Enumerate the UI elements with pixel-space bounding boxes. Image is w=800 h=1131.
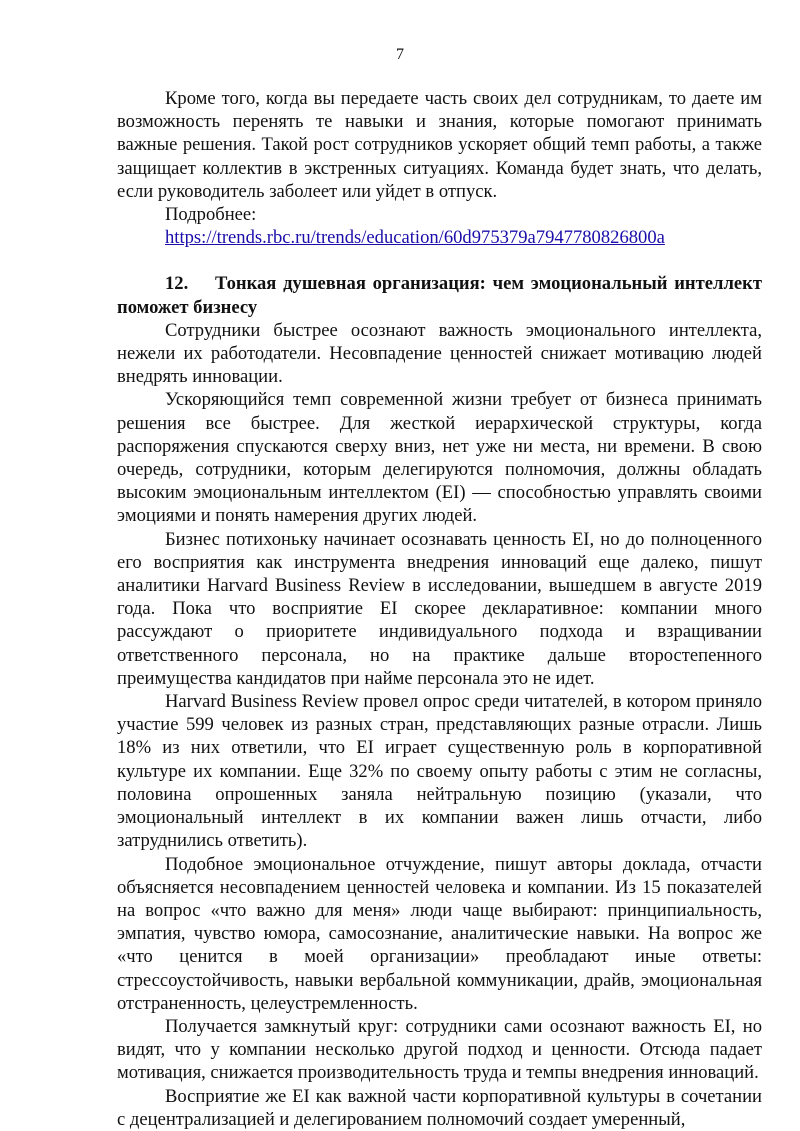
paragraph: Harvard Business Review провел опрос среди читателей, в котором приняло участие 599 человек из разных стран, представляющих разные отрасли. Лишь 18% из них ответили, что EI играет существенную роль в корпоративной культуре их компании. Еще 32% по своему опыту работы с этим не согласны, половина опрошенных заняла нейтральную позицию (указали, что эмоциональный интеллект в их компании важен лишь отчасти, либо затруднились ответить). [117,691,762,852]
more-link-row [117,226,762,249]
paragraph: Восприятие же EI как важной части корпоративной культуры в сочетании с децентрализацией и делегированием полномочий создает умеренный, [117,1085,762,1130]
section-heading [117,272,762,318]
paragraph: Сотрудники быстрее осознают важность эмоционального интеллекта, нежели их работодатели. Несовпадение ценностей снижает мотивацию людей внедрять инновации. [117,319,762,388]
more-label: Подробнее: [165,204,257,226]
paragraph: Бизнес потихоньку начинает осознавать ценность EI, но до полноценного его восприятия как инструмента внедрения инноваций еще далеко, пишут аналитики Harvard Business Review в исследовании, вышедшем в августе 2019 года. Пока что восприятие EI скорее декларативное: компании много рассуждают о приоритете индивидуального подхода и взращивании ответственного персонала, но на практике дальше второстепенного преимущества кандидатов при найме персонала это не идет. [117,528,762,689]
source-link[interactable]: https://trends.rbc.ru/trends/education/60d975379a7947780826800a [165,227,665,249]
paragraph: Подобное эмоциональное отчуждение, пишут авторы доклада, отчасти объясняется несовпадением ценностей человека и компании. Из 15 показателей на вопрос «что важно для меня» люди чаще выбирают: принципиальность, эмпатия, чувство юмора, самосознание, аналитические навыки. На вопрос же «что ценится в моей организации» преобладают иные ответы: стрессоустойчивость, навыки вербальной коммуникации, драйв, эмоциональная отстраненность, целеустремленность. [117,853,762,1014]
paragraph: Кроме того, когда вы передаете часть своих дел сотрудникам, то даете им возможность перенять те навыки и знания, которые помогают принимать важные решения. Такой рост сотрудников ускоряет общий темп работы, а также защищает коллектив в экстренных ситуациях. Команда будет знать, что делать, если руководитель заболеет или уйдет в отпуск. [117,88,762,202]
section-title: Тонкая душевная организация: чем эмоциональный интеллект поможет бизнесу [117,273,762,318]
paragraph: Ускоряющийся темп современной жизни требует от бизнеса принимать решения все быстрее. Для жесткой иерархической структуры, когда распоряжения спускаются сверху вниз, нет уже ни места, ни времени. В свою очередь, сотрудники, которым делегируются полномочия, должны обладать высоким эмоциональным интеллектом (EI) — способностью управлять своими эмоциями и понять намерения других людей. [117,389,762,527]
paragraph: Получается замкнутый круг: сотрудники сами осознают важность EI, но видят, что у компании несколько другой подход и ценности. Отсюда падает мотивация, снижается производительность труда и темпы внедрения инноваций. [117,1015,762,1084]
section-number: 12. [165,273,189,295]
page-content [117,87,762,1131]
page-number: 7 [396,46,404,63]
